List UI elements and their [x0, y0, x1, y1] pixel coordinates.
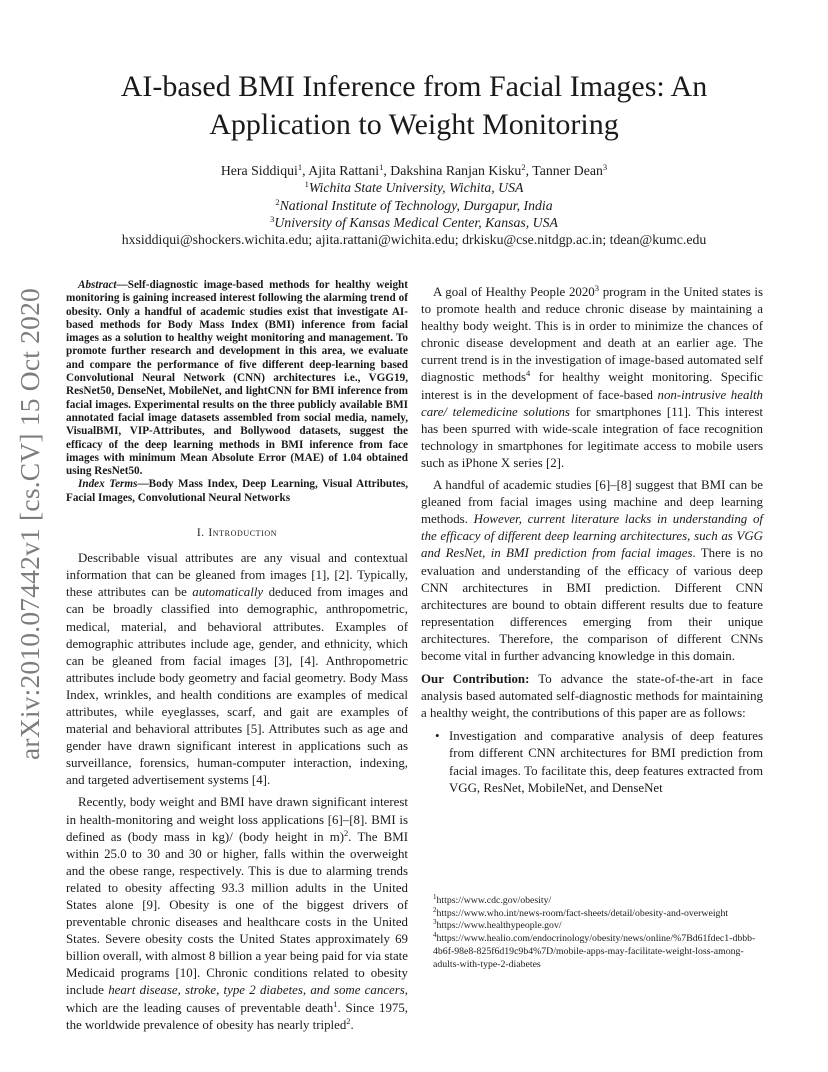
bullet-icon: •: [435, 729, 440, 744]
footnote: [433, 895, 763, 908]
author-affil-mark: 3: [602, 162, 608, 172]
author-name: Hera Siddiqui: [220, 163, 298, 178]
footnote: [433, 905, 763, 921]
intro-paragraph-1: [66, 550, 408, 789]
intro-paragraph-2: [66, 794, 408, 1033]
text-run: heart disease, stroke, type 2 diabetes, and some cancers: [108, 983, 405, 998]
text-run: deduced from images and can be broadly classified into demographic, anthropometric, medical, material, and behavioral attributes. Examples of demographic attributes include age, gender, and ethnicity, which can be gleaned from facial images [3], [4]. Anthropometric attributes include body geometry and facial geometry. Body Mass Index, wrinkles, and health conditions are examples of medical attributes, while eyeglasses, scarf, and gait are examples of material and behavioral attributes [5]. Attributes such as age and gender have drawn significant interest in applications such as surveillance, forensics, human-computer interaction, indexing, and targeted advertisement systems [4].: [66, 585, 408, 788]
footnote-link[interactable]: https://www.who.int/news-room/fact-sheets/detail/obesity-and-overweight: [436, 907, 729, 919]
intro-paragraph-4: [421, 477, 763, 665]
text-run: automatically: [192, 585, 264, 600]
arxiv-stamp: arXiv:2010.07442v1 [cs.CV] 15 Oct 2020: [14, 288, 45, 760]
text-run: .: [350, 1017, 354, 1032]
author-name: Ajita Rattani: [308, 163, 380, 178]
footnotes: [433, 895, 763, 971]
abstract: [66, 279, 408, 478]
author-affil-mark: 1: [379, 162, 384, 172]
footnote-mark: 3: [433, 918, 437, 927]
abstract-label: Abstract: [78, 279, 117, 291]
footnote-mark: 2: [433, 905, 437, 914]
contribution-list: [421, 728, 763, 796]
affiliation-text: National Institute of Technology, Durgapur, India: [279, 197, 553, 213]
index-terms-label: Index Terms: [78, 478, 138, 491]
footnote-ref: 4: [526, 368, 531, 379]
text-run: for smartphones [11]. This interest has been spurred with wide-scale integration of face recognition technology in smartphones for legitimate access to mobile users such as iPhone X series [2].: [421, 404, 763, 470]
footnote-link[interactable]: https://www.healio.com/endocrinology/obesity/news/online/%7Bd61fdec1-dbbb-4b6f-98e8-825f6d19c9b4%7D/mobile-apps-may-facilitate-weight-loss-among-adults-with-type-2-diabetes: [433, 933, 756, 970]
footnote-link[interactable]: https://www.cdc.gov/obesity/: [436, 895, 552, 906]
title-line-2: Application to Weight Monitoring: [209, 108, 619, 141]
footnote-mark: 1: [433, 893, 437, 901]
text-run: Describable visual attributes are any visual and contextual information that can be gleaned from images [1], [2]. Typically, these attributes can be: [66, 551, 408, 600]
text-run: program in the United states is to promote health and reduce chronic disease by maintaining a healthy body weight. This is in order to minimize the chances of chronic disease development and death at an earlier age. The current trend is in the investigation of image-based automated self diagnostic methods: [421, 285, 763, 385]
contribution-paragraph: [421, 671, 763, 722]
author-block: [60, 162, 768, 248]
right-column: [421, 279, 763, 797]
affiliation: [60, 214, 768, 231]
text-run: Recently, body weight and BMI have drawn significant interest in health-monitoring and weight loss applications [6]–[8]. BMI is defined as (body mass in kg)/ (body height in m): [66, 795, 408, 844]
title-line-1: AI-based BMI Inference from Facial Images: An: [120, 70, 708, 103]
section-number: I.: [196, 526, 205, 540]
affiliation-text: University of Kansas Medical Center, Kansas, USA: [274, 214, 558, 230]
text-run: . Since 1975, the worldwide prevalence of obesity has nearly tripled: [66, 1000, 409, 1032]
author-affil-mark: 2: [521, 162, 526, 172]
affiliation: [60, 197, 768, 214]
text-run: , which are the leading causes of preventable death: [66, 983, 408, 1015]
footnote-ref: 2: [346, 1015, 351, 1026]
footnote-ref: 3: [594, 283, 599, 293]
list-item: [435, 728, 763, 796]
text-run: . The BMI within 25.0 to 30 and 30 or higher, falls within the overweight and the obese range, respectively. This is due to alarming trends related to obesity affecting 93.3 million adults in the United States alone [9]. Obesity is one of the biggest drivers of preventable chronic diseases and healthcare costs in the United States. Severe obesity costs the United States approximately 69 billion overall, with almost 8 billion a year being paid for via state Medicaid programs [10]. Chronic conditions related to obesity include: [66, 829, 408, 998]
footnote-mark: 4: [433, 931, 437, 940]
author-affil-mark: 1: [297, 162, 303, 172]
footnote-ref: 1: [333, 998, 338, 1009]
footnote: [433, 920, 763, 933]
text-run: A goal of Healthy People 2020: [433, 285, 595, 299]
intro-paragraph-3: [421, 284, 763, 472]
affiliation-mark: 1: [304, 179, 309, 190]
author-separator: ,: [525, 163, 533, 178]
text-run: . There is no evaluation and understanding of the efficacy of various deep CNN architectures in BMI prediction. Different CNN architectures are bound to obtain different results due to feature representation differences emerging from their unique architectures. Therefore, the comparison of different CNNs become vital in further advancing knowledge in this domain.: [421, 546, 763, 663]
index-terms-text: —Body Mass Index, Deep Learning, Visual Attributes, Facial Images, Convolutional Neural Networks: [66, 478, 408, 504]
author-names: [60, 162, 768, 179]
index-terms: [66, 478, 408, 505]
author-separator: ,: [383, 163, 391, 178]
text-run: Our Contribution:: [421, 672, 530, 687]
list-item-text: Investigation and comparative analysis of deep features from different CNN architectures for BMI prediction from facial images. To facilitate this, deep features extracted from VGG, ResNet, MobileNet, and DenseNet: [449, 729, 763, 795]
author-emails: hxsiddiqui@shockers.wichita.edu; ajita.rattani@wichita.edu; drkisku@cse.nitdgp.ac.in; tdean@kumc.edu: [121, 232, 707, 248]
section-heading: [66, 524, 408, 541]
paper-title: [60, 68, 768, 144]
affiliation: [60, 179, 768, 196]
affiliation-mark: 3: [270, 213, 275, 224]
author-name: Dakshina Ranjan Kisku: [390, 163, 522, 178]
footnote-ref: 2: [344, 827, 349, 838]
affiliation-mark: 2: [275, 196, 280, 207]
abstract-text: —Self-diagnostic image-based methods for healthy weight monitoring is gaining increased interest following the alarming trend of obesity. Only a handful of academic studies exist that investigate AI-based methods for Body Mass Index (BMI) inference from facial images as a solution to healthy weight monitoring and management. To promote further research and development in this area, we evaluate and compare the performance of five different deep-learning based Convolutional Neural Network (CNN) architectures i.e., VGG19, ResNet50, DenseNet, MobileNet, and lightCNN for BMI inference from facial images. Experimental results on the three publicly available BMI annotated facial image datasets assembled from social media, namely, VisualBMI, VIP-Attributes, and Bollywood datasets, suggest the efficacy of the deep learning methods in BMI inference from face images with minimum Mean Absolute Error (MAE) of 1.04 obtained using ResNet50.: [66, 279, 408, 478]
text-run: To advance the state-of-the-art in face analysis based automated self-diagnostic methods for maintaining a healthy weight, the contributions of this paper are as follows:: [421, 672, 763, 721]
text-run: A handful of academic studies [6]–[8] suggest that BMI can be gleaned from facial images using machine and deep learning methods.: [421, 478, 763, 527]
section-title: Introduction: [208, 526, 278, 540]
text-run: non-intrusive health care/ telemedicine solutions: [421, 387, 763, 419]
footnote-link[interactable]: https://www.healthypeople.gov/: [436, 920, 562, 932]
text-run: However, current literature lacks in understanding of the efficacy of different deep learning architectures, such as VGG and ResNet, in BMI prediction from facial images: [421, 512, 763, 561]
text-run: for healthy weight monitoring. Specific interest is in the development of face-based: [421, 370, 763, 402]
affiliation-text: Wichita State University, Wichita, USA: [308, 180, 524, 196]
footnote: [433, 933, 763, 971]
left-column: [66, 279, 408, 1034]
author-name: Tanner Dean: [532, 163, 603, 178]
author-separator: ,: [302, 163, 309, 178]
